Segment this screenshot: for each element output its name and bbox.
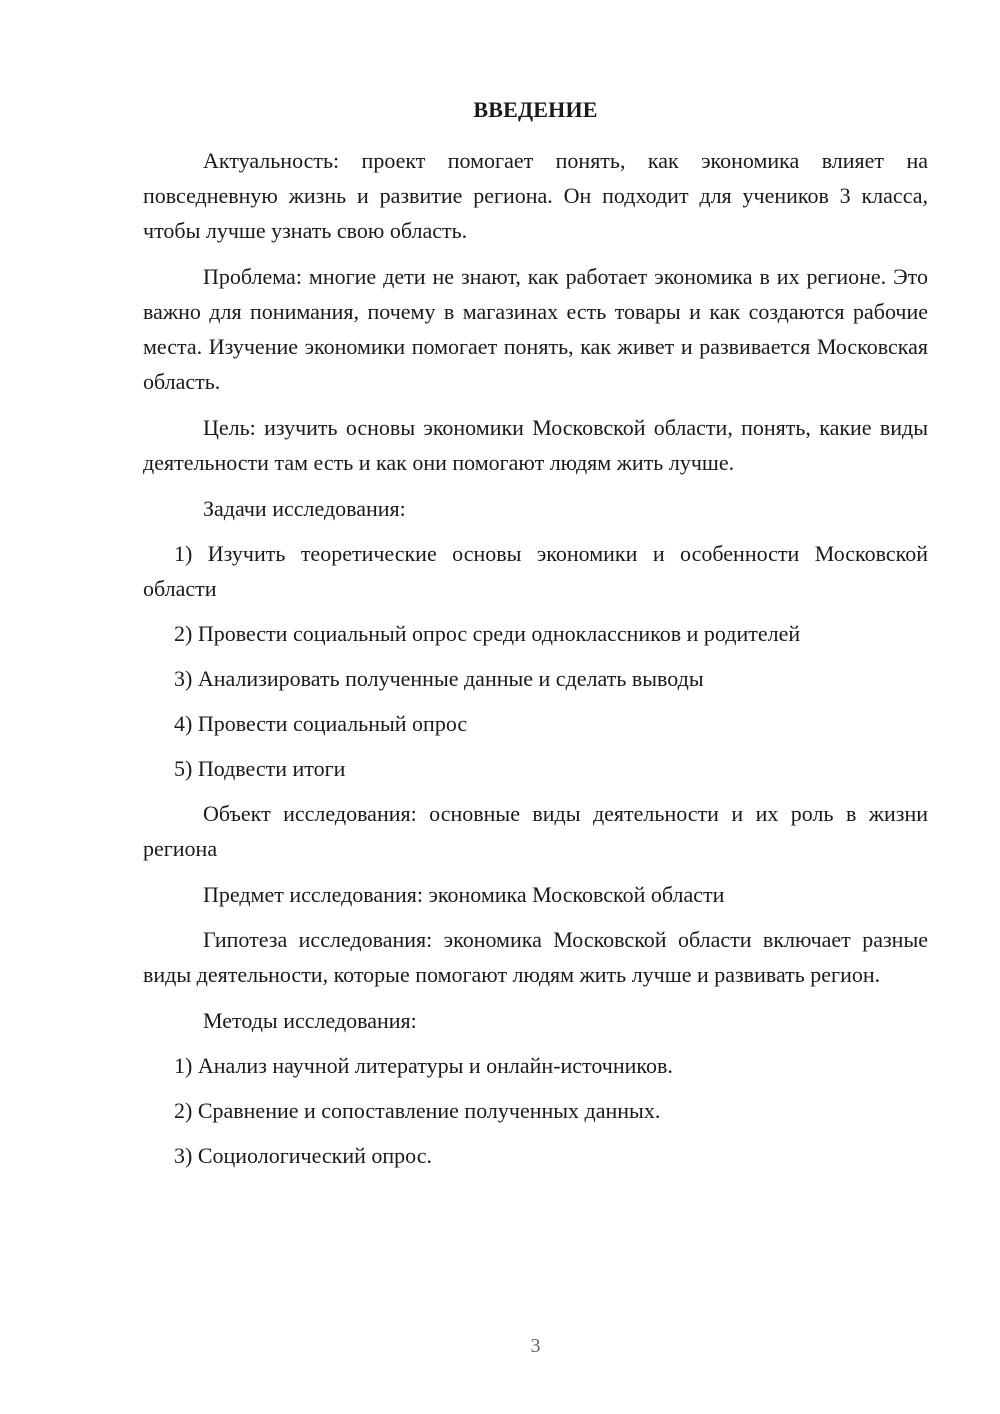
methods-heading: Методы исследования:	[203, 1008, 417, 1033]
relevance-paragraph: Актуальность: проект помогает понять, как экономика влияет на повседневную жизнь и развитие региона. Он подходит для учеников 3 класса, чтобы лучше узнать свою область.	[143, 148, 928, 243]
document-body	[143, 143, 928, 1183]
method-item: 2) Сравнение и сопоставление полученных данных.	[174, 1098, 661, 1123]
section-title: ВВЕДЕНИЕ	[473, 97, 598, 122]
research-object-paragraph: Объект исследования: основные виды деятельности и их роль в жизни региона	[143, 801, 928, 861]
research-subject-paragraph: Предмет исследования: экономика Московской области	[203, 882, 725, 907]
method-item: 1) Анализ научной литературы и онлайн-источников.	[174, 1053, 673, 1078]
task-item: 5) Подвести итоги	[174, 756, 346, 781]
task-item: 2) Провести социальный опрос среди одноклассников и родителей	[174, 621, 801, 646]
problem-paragraph: Проблема: многие дети не знают, как работает экономика в их регионе. Это важно для понимания, почему в магазинах есть товары и как создаются рабочие места. Изучение экономики помогает понять, как живет и развивается Московская область.	[143, 264, 928, 394]
tasks-heading: Задачи исследования:	[203, 496, 406, 521]
task-item: 1) Изучить теоретические основы экономики и особенности Московской области	[143, 541, 928, 601]
research-hypothesis-paragraph: Гипотеза исследования: экономика Московской области включает разные виды деятельности, которые помогают людям жить лучше и развивать регион.	[143, 927, 928, 987]
task-item: 4) Провести социальный опрос	[174, 711, 468, 736]
task-item: 3) Анализировать полученные данные и сделать выводы	[174, 666, 704, 691]
document-page	[143, 0, 928, 1414]
page-number: 3	[530, 1335, 541, 1357]
goal-paragraph: Цель: изучить основы экономики Московской области, понять, какие виды деятельности там есть и как они помогают людям жить лучше.	[143, 415, 928, 475]
method-item: 3) Социологический опрос.	[174, 1143, 432, 1168]
